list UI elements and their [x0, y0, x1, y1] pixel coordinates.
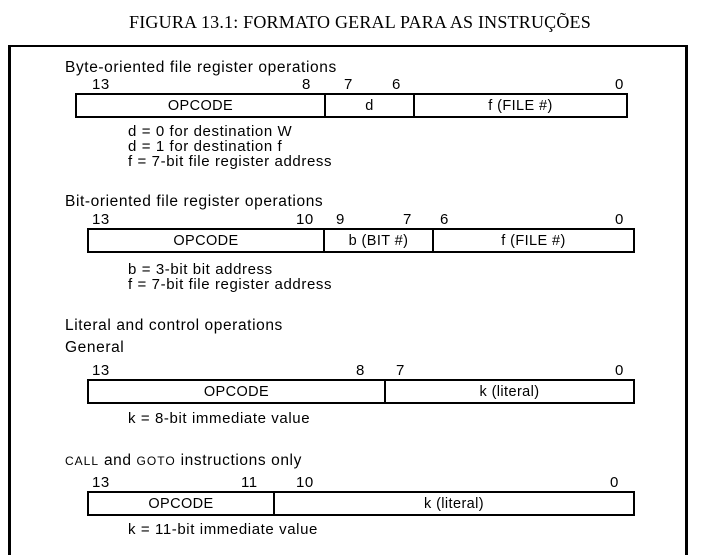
file-field: f (FILE #) — [413, 95, 626, 116]
bit-label-13: 13 — [92, 362, 110, 379]
opcode-field: OPCODE — [167, 97, 234, 114]
bit-label-7: 7 — [396, 362, 405, 379]
and-word: and — [103, 452, 132, 469]
note-d1: d = 1 for destination f — [128, 138, 283, 155]
figure-frame — [8, 45, 688, 555]
literal-control-heading: Literal and control operations — [65, 317, 283, 334]
bit-number-field: b (BIT #) — [323, 230, 432, 251]
bit-label-10: 10 — [296, 474, 314, 491]
goto-keyword: GOTO — [136, 454, 176, 468]
call-goto-register — [87, 491, 635, 516]
bit-label-13: 13 — [92, 474, 110, 491]
bit-label-0: 0 — [615, 362, 624, 379]
literal-field: k (literal) — [384, 381, 633, 402]
note-b: b = 3-bit bit address — [128, 261, 273, 278]
general-subheading: General — [65, 339, 125, 356]
call-goto-heading — [65, 452, 302, 470]
opcode-field: OPCODE — [148, 495, 214, 512]
bit-oriented-register — [87, 228, 635, 253]
note-f: f = 7-bit file register address — [128, 153, 333, 170]
figure-title: FIGURA 13.1: FORMATO GERAL PARA AS INSTRUÇÕES — [129, 12, 591, 32]
opcode-field: OPCODE — [203, 383, 270, 400]
bit-label-7: 7 — [344, 76, 353, 93]
bit-label-13: 13 — [92, 76, 110, 93]
bit-label-11: 11 — [241, 474, 258, 491]
note-k: k = 8-bit immediate value — [128, 410, 311, 427]
bit-label-6: 6 — [392, 76, 401, 93]
bit-label-7: 7 — [403, 211, 412, 228]
call-keyword: CALL — [65, 454, 100, 468]
note-f: f = 7-bit file register address — [128, 276, 333, 293]
bit-label-10: 10 — [296, 211, 314, 228]
d-field: d — [324, 95, 413, 116]
file-field: f (FILE #) — [432, 230, 633, 251]
bit-label-8: 8 — [356, 362, 365, 379]
byte-oriented-register — [75, 93, 628, 118]
note-k: k = 11-bit immediate value — [128, 521, 318, 538]
bit-label-13: 13 — [92, 211, 110, 228]
bit-label-0: 0 — [615, 76, 624, 93]
bit-label-0: 0 — [610, 474, 619, 491]
byte-oriented-heading: Byte-oriented file register operations — [65, 59, 337, 76]
bit-label-6: 6 — [440, 211, 449, 228]
literal-register — [87, 379, 635, 404]
bit-label-9: 9 — [336, 211, 345, 228]
bit-oriented-heading: Bit-oriented file register operations — [65, 193, 324, 210]
bit-label-0: 0 — [615, 211, 624, 228]
opcode-field: OPCODE — [173, 232, 239, 249]
heading-rest: instructions only — [180, 452, 302, 469]
note-d0: d = 0 for destination W — [128, 123, 293, 140]
literal-field: k (literal) — [273, 493, 633, 514]
bit-label-8: 8 — [302, 76, 311, 93]
